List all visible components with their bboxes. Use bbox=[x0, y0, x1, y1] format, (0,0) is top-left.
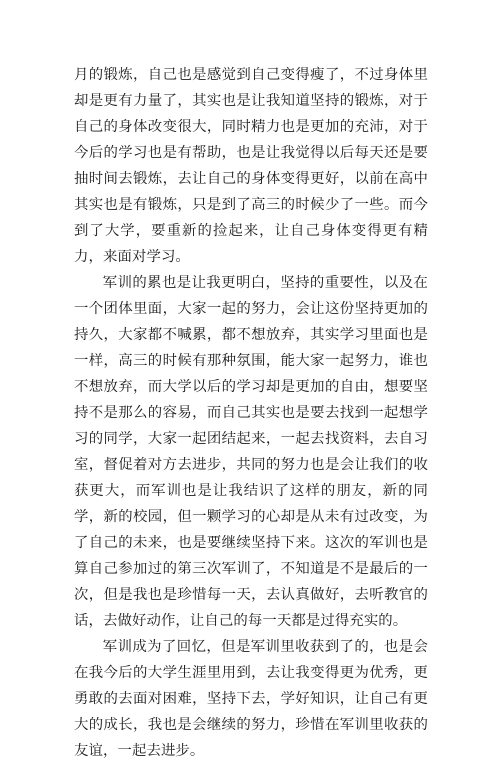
paragraph-2: 军训的累也是让我更明白，坚持的重要性，以及在一个团体里面，大家一起的努力，会让这份坚持更加的持久，大家都不喊累，都不想放弃，其实学习里面也是一样，高三的时候有那种氛围，能大家一起努力，谁也不想放弃，而大学以后的学习却是更加的自由，想要坚持不是那么的容易，而自己其实也是要去找到一起想学习的同学，大家一起团结起来，一起去找资料，去自习室，督促着对方去进步，共同的努力也是会让我们的收获更大，而军训也是让我结识了这样的朋友，新的同学，新的校园，但一颗学习的心却是从未有过改变，为了自己的未来，也是要继续坚持下来。这次的军训也是算自己参加过的第三次军训了，不知道是不是最后的一次，但是我也是珍惜每一天，去认真做好，去听教官的话，去做好动作，让自己的每一天都是过得充实的。 bbox=[74, 275, 428, 629]
document-body bbox=[74, 62, 428, 764]
paragraph-1: 月的锻炼，自己也是感觉到自己变得瘦了，不过身体里却是更有力量了，其实也是让我知道坚持的锻炼，对于自己的身体改变很大，同时精力也是更加的充沛，对于今后的学习也是有帮助，也是让我觉得以后每天还是要抽时间去锻炼，去让自己的身体变得更好，以前在高中其实也是有锻炼，只是到了高三的时候少了一些。而今到了大学，要重新的捡起来，让自己身体变得更有精力，来面对学习。 bbox=[74, 67, 428, 265]
paragraph-3: 军训成为了回忆，但是军训里收获到了的，也是会在我今后的大学生涯里用到，去让我变得更为优秀，更勇敢的去面对困难，坚持下去，学好知识，让自己有更大的成长，我也是会继续的努力，珍惜在军训里收获的友谊，一起去进步。 bbox=[74, 639, 428, 759]
